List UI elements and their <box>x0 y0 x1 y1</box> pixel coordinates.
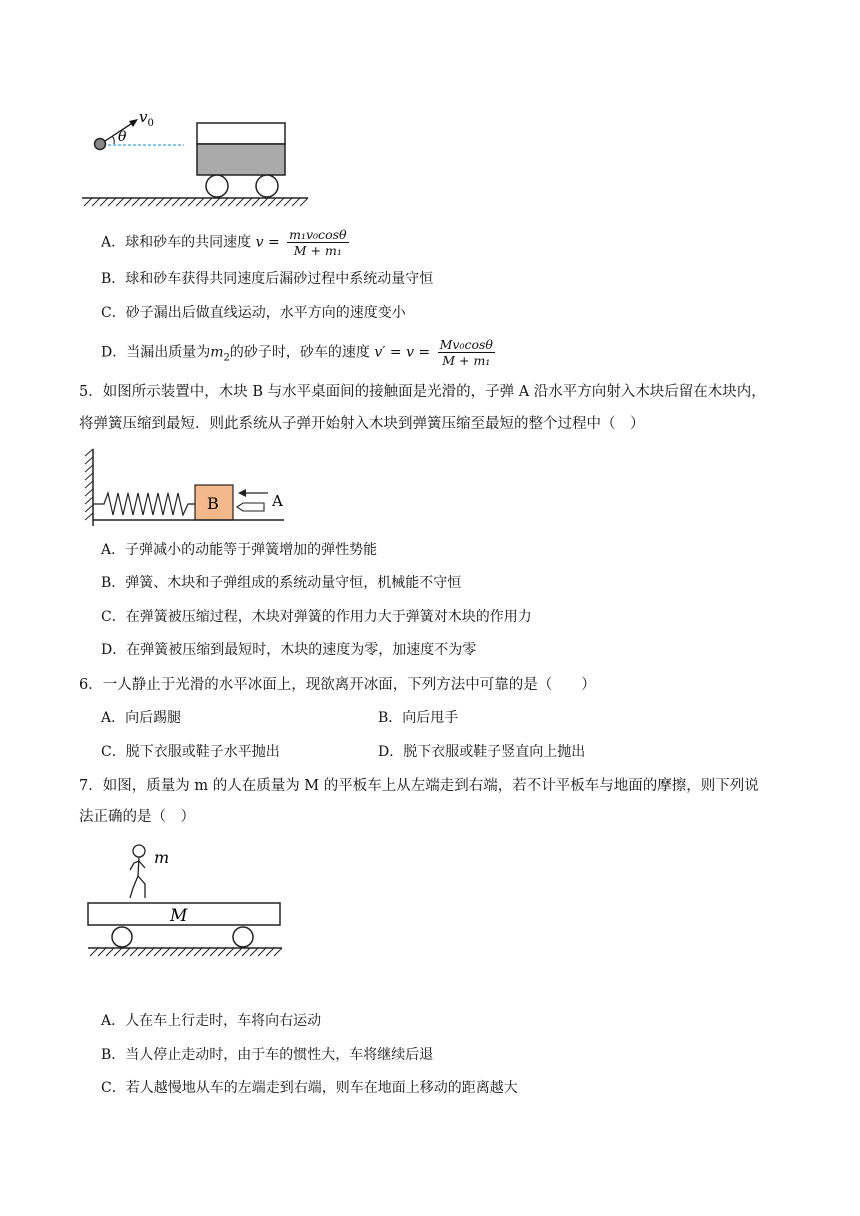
bullet-arrowhead <box>238 489 246 497</box>
cart-sand <box>197 144 285 175</box>
q4-option-a[interactable] <box>101 227 349 258</box>
fraction-denominator: M + m₁ <box>442 353 491 368</box>
option-text: 砂子漏出后做直线运动，水平方向的速度变小 <box>125 305 406 321</box>
option-letter: A． <box>101 234 126 251</box>
q6-option-a[interactable] <box>101 708 181 728</box>
option-text: 向后甩手 <box>402 710 459 726</box>
option-text: 弹簧、木块和子弹组成的系统动量守恒，机械能不守恒 <box>125 575 462 591</box>
q6-stem: 6．一人静止于光滑的水平冰面上，现欲离开冰面，下列方法中可靠的是（ ） <box>79 677 596 693</box>
q6-option-d[interactable] <box>378 742 585 762</box>
q7-stem-line2: 法正确的是（ ） <box>79 809 195 825</box>
formula-fraction <box>438 337 495 368</box>
q7-stem-line1: 7．如图，质量为 m 的人在质量为 M 的平板车上从左端走到右端，若不计平板车与地面的摩擦，则下列说 <box>79 778 759 794</box>
option-letter: C． <box>101 1080 126 1096</box>
q5-stem-line1: 5．如图所示装置中，木块 B 与水平桌面间的接触面是光滑的，子弹 A 沿水平方向射入木块后留在木块内， <box>79 384 766 400</box>
option-text: 向后踢腿 <box>125 710 182 726</box>
velocity-arrowhead <box>129 119 138 127</box>
option-text: 人在车上行走时，车将向右运动 <box>125 1013 322 1029</box>
option-text: 球和砂车获得共同速度后漏砂过程中系统动量守恒 <box>125 271 434 287</box>
option-text: 球和砂车的共同速度 <box>125 234 252 251</box>
option-letter: D． <box>101 642 127 658</box>
q4-option-d[interactable] <box>101 337 495 368</box>
option-text: 当漏出质量为 <box>126 344 211 361</box>
option-text: 在弹簧被压缩过程，木块对弹簧的作用力大于弹簧对木块的作用力 <box>125 609 532 625</box>
ground-hatch <box>90 948 282 956</box>
fraction-denominator: M + m₁ <box>293 243 342 258</box>
flatcar-wheel-right <box>233 927 253 947</box>
wall-hatch <box>85 449 93 520</box>
option-letter: C． <box>101 744 126 760</box>
formula-fraction <box>287 227 348 258</box>
block-b-label: B <box>207 494 219 513</box>
mass-subscript: 2 <box>223 352 230 364</box>
option-text-after: 的砂子时，砂车的速度 <box>229 344 370 361</box>
angle-label: θ <box>118 129 127 145</box>
q5-option-b[interactable] <box>101 573 461 593</box>
option-letter: B． <box>101 1047 126 1063</box>
q6-option-c[interactable] <box>101 742 280 762</box>
option-text: 在弹簧被压缩到最短时，木块的速度为零，加速度不为零 <box>126 642 477 658</box>
q5-stem-line2: 将弹簧压缩到最短．则此系统从子弹开始射入木块到弹簧压缩至最短的整个过程中（ ） <box>79 416 645 432</box>
q5-option-c[interactable] <box>101 607 532 627</box>
option-text: 若人越慢地从车的左端走到右端，则车在地面上移动的距离越大 <box>125 1080 518 1096</box>
cart-top <box>197 123 285 144</box>
option-letter: C． <box>101 305 126 321</box>
q4-option-b[interactable] <box>101 269 433 289</box>
option-text: 脱下衣服或鞋子竖直向上抛出 <box>403 744 586 760</box>
person-icon <box>130 845 145 898</box>
q6-option-b[interactable] <box>378 708 458 728</box>
formula-lhs: v = <box>255 234 280 251</box>
q5-option-d[interactable] <box>101 640 476 660</box>
q7-option-c[interactable] <box>101 1078 518 1098</box>
option-letter: D． <box>378 744 404 760</box>
cart-wheel-right <box>256 175 278 197</box>
fraction-numerator: m₁v₀cosθ <box>289 227 347 242</box>
angle-arc <box>112 136 114 144</box>
option-text: 子弹减小的动能等于弹簧增加的弹性势能 <box>125 542 378 558</box>
option-letter: A． <box>101 542 126 558</box>
option-letter: B． <box>101 575 126 591</box>
cart-wheel-left <box>206 175 228 197</box>
spring <box>93 493 195 515</box>
option-text: 当人停止走动时，由于车的惯性大，车将继续后退 <box>125 1047 434 1063</box>
q5-option-a[interactable] <box>101 540 377 560</box>
velocity-label: $v_0$ <box>139 108 154 129</box>
flatcar-label: M <box>170 906 188 926</box>
fraction-numerator: Mv₀cosθ <box>439 337 493 352</box>
bullet-a <box>237 503 264 511</box>
option-letter: C． <box>101 609 126 625</box>
spring-block-figure <box>82 446 292 532</box>
option-letter: B． <box>101 271 126 287</box>
option-letter: A． <box>101 710 126 726</box>
q4-option-c[interactable] <box>101 303 406 323</box>
flatcar-figure <box>84 836 290 962</box>
mass-variable: m <box>210 344 224 361</box>
person-label: m <box>154 848 170 867</box>
flatcar-wheel-left <box>112 927 132 947</box>
option-letter: A． <box>101 1013 126 1029</box>
sand-cart-figure <box>78 100 318 212</box>
option-text: 脱下衣服或鞋子水平抛出 <box>125 744 280 760</box>
ball <box>95 139 106 150</box>
formula-lhs: v′ = v = <box>374 344 431 361</box>
bullet-a-label: A <box>272 492 283 510</box>
option-letter: B． <box>378 710 403 726</box>
q7-option-b[interactable] <box>101 1045 433 1065</box>
option-letter: D． <box>101 344 127 361</box>
q7-option-a[interactable] <box>101 1011 321 1031</box>
ground-hatch <box>84 198 308 206</box>
